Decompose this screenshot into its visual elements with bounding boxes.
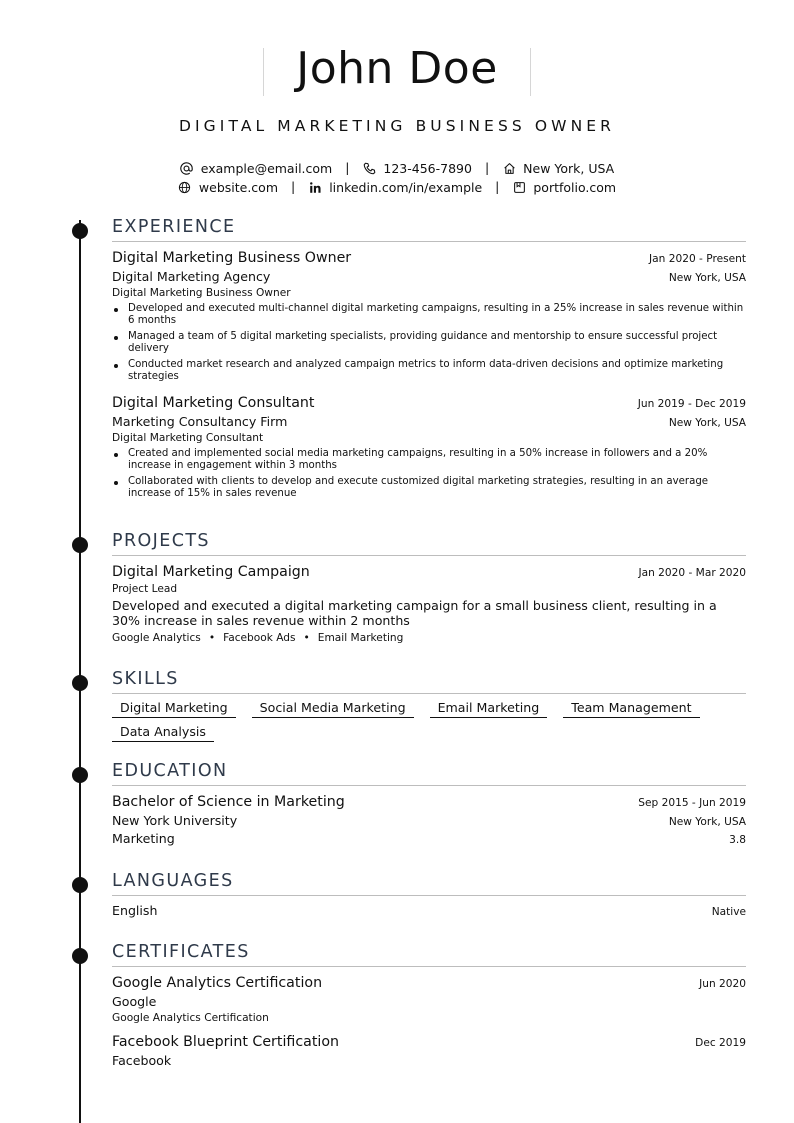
contact-website[interactable]: website.com: [178, 180, 278, 195]
skill-tag: Email Marketing: [430, 700, 548, 718]
skill-tag: Data Analysis: [112, 724, 214, 742]
skill-tag: Social Media Marketing: [252, 700, 414, 718]
list-item: Created and implemented social media marketing campaigns, resulting in a 50% increase in followers and a 20% increase in engagement within 3 months: [112, 448, 746, 472]
contact-row-1: example@email.com | 123-456-7890 | New York, USA: [0, 160, 794, 176]
timeline-line: [79, 220, 81, 1123]
list-item: Managed a team of 5 digital marketing specialists, providing guidance and mentorship to ensure successful project delivery: [112, 331, 746, 355]
project-role: Project Lead: [112, 583, 178, 595]
job-role: Digital Marketing Business Owner: [112, 287, 291, 299]
timeline-dot-projects: [72, 537, 88, 553]
field-of-study: Marketing: [112, 831, 175, 846]
name-block: [0, 40, 794, 100]
skills-list: [112, 694, 746, 742]
education-dates: Sep 2015 - Jun 2019: [638, 797, 746, 809]
at-icon: [180, 162, 194, 176]
contact-phone[interactable]: 123-456-7890: [362, 161, 472, 176]
contact-portfolio[interactable]: portfolio.com: [512, 180, 616, 195]
job-location: New York, USA: [668, 272, 746, 284]
certificate-date: Jun 2020: [699, 978, 746, 990]
contact-email[interactable]: example@email.com: [180, 161, 332, 176]
job-title: DIGITAL MARKETING BUSINESS OWNER: [178, 117, 616, 135]
timeline-dot-skills: [72, 675, 88, 691]
job-title: Digital Marketing Consultant: [112, 395, 315, 411]
job-dates: Jan 2020 - Present: [649, 253, 746, 265]
linkedin-icon: [308, 181, 322, 195]
contact-row-2: website.com | linkedin.com/in/example | portfolio.com: [0, 179, 794, 195]
list-item: Conducted market research and analyzed campaign metrics to inform data-driven decisions and optimize marketing strategies: [112, 359, 746, 383]
language-level: Native: [711, 906, 746, 918]
education-entry: [112, 794, 746, 846]
keyword: Facebook Ads: [223, 632, 296, 644]
section-heading: EDUCATION: [112, 760, 746, 786]
certificates-section: [112, 941, 746, 1068]
contact-location: New York, USA: [502, 161, 614, 176]
contact-linkedin[interactable]: linkedin.com/in/example: [308, 180, 482, 195]
project-dates: Jan 2020 - Mar 2020: [638, 567, 746, 579]
list-item: Developed and executed multi-channel digital marketing campaigns, resulting in a 25% increase in sales revenue within 6 months: [112, 303, 746, 327]
job-dates: Jun 2019 - Dec 2019: [637, 398, 746, 410]
list-item: Collaborated with clients to develop and execute customized digital marketing strategies, resulting in an average increase of 15% in sales revenue: [112, 476, 746, 500]
degree: Bachelor of Science in Marketing: [112, 794, 345, 810]
certificate-entry: [112, 975, 746, 1024]
language-name: English: [112, 903, 158, 918]
skill-tag: Team Management: [563, 700, 699, 718]
job-title: Digital Marketing Business Owner: [112, 250, 352, 266]
experience-section: [112, 216, 746, 504]
skills-section: [112, 668, 746, 742]
job-role: Digital Marketing Consultant: [112, 432, 264, 444]
project-description: Developed and executed a digital marketing campaign for a small business client, resulting in a 30% increase in sales revenue within 2 months: [112, 598, 717, 628]
name-divider-right: [530, 48, 531, 96]
section-heading: LANGUAGES: [112, 870, 746, 896]
project-title: Digital Marketing Campaign: [112, 564, 310, 580]
timeline-dot-certificates: [72, 948, 88, 964]
section-heading: EXPERIENCE: [112, 216, 746, 242]
company-name: Digital Marketing Agency: [112, 269, 271, 284]
certificate-note: Google Analytics Certification: [112, 1012, 269, 1024]
language-entry: [112, 903, 746, 918]
candidate-name: John Doe: [296, 43, 498, 94]
certificate-issuer: Facebook: [112, 1053, 172, 1068]
experience-entry: [112, 395, 746, 500]
projects-section: [112, 530, 746, 644]
timeline-dot-languages: [72, 877, 88, 893]
job-location: New York, USA: [668, 417, 746, 429]
education-section: [112, 760, 746, 846]
section-heading: SKILLS: [112, 668, 746, 694]
timeline-dot-experience: [72, 223, 88, 239]
home-icon: [502, 162, 516, 176]
project-keywords: Google Analytics • Facebook Ads • Email Marketing: [112, 632, 404, 644]
skill-tag: Digital Marketing: [112, 700, 236, 718]
globe-icon: [178, 181, 192, 195]
certificate-title: Facebook Blueprint Certification: [112, 1034, 339, 1050]
experience-entry: [112, 250, 746, 383]
portfolio-icon: [512, 181, 526, 195]
project-entry: [112, 564, 746, 644]
company-name: Marketing Consultancy Firm: [112, 414, 288, 429]
section-heading: CERTIFICATES: [112, 941, 746, 967]
phone-icon: [362, 162, 376, 176]
keyword: Google Analytics: [112, 632, 201, 644]
gpa: 3.8: [729, 834, 746, 846]
school-location: New York, USA: [668, 816, 746, 828]
keyword: Email Marketing: [317, 632, 404, 644]
certificate-date: Dec 2019: [695, 1037, 746, 1049]
job-bullets: [112, 303, 746, 383]
school-name: New York University: [112, 813, 238, 828]
certificate-issuer: Google: [112, 994, 157, 1009]
languages-section: [112, 870, 746, 918]
section-heading: PROJECTS: [112, 530, 746, 556]
job-bullets: [112, 448, 746, 500]
timeline-dot-education: [72, 767, 88, 783]
name-divider-left: [263, 48, 264, 96]
certificate-title: Google Analytics Certification: [112, 975, 323, 991]
certificate-entry: [112, 1034, 746, 1068]
